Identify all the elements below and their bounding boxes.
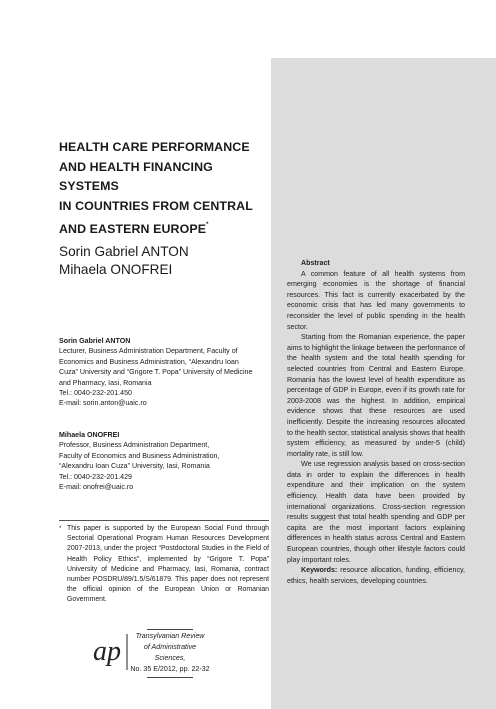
author-affiliation bbox=[59, 430, 274, 492]
abstract-paragraph: Starting from the Romanian experience, the paper aims to highlight the linkage between the performance of the health system and the total health spending for selected countries from Central and Eastern Europe. Romania has the lowest level of health expenditure as percentage of GDP in Europe, even if its growth rate for 2003-2008 was the highest. In addition, empirical evidence shows that these resources are used inefficiently. Despite the increasing resources allocated to the health sector, statistical analysis shows that health system efficiency, as measured by under-5 (child) mortality rate, is still low. bbox=[287, 333, 465, 458]
journal-rule-bottom bbox=[147, 677, 193, 678]
affiliation-line: Lecturer, Business Administration Department, Faculty of bbox=[59, 347, 238, 356]
abstract-heading: Abstract bbox=[301, 259, 330, 267]
journal-citation bbox=[128, 629, 212, 678]
journal-logo bbox=[92, 630, 132, 674]
affiliation-line: Professor, Business Administration Department, bbox=[59, 441, 210, 450]
abstract bbox=[287, 258, 465, 586]
affiliation-line: Economics and Business Administration, “Alexandru Ioan bbox=[59, 357, 239, 366]
title-footnote-mark: * bbox=[206, 222, 209, 228]
affiliation-author-name: Sorin Gabriel ANTON bbox=[59, 337, 131, 345]
affiliation-line: Tel.: 0040-232-201.429 bbox=[59, 472, 132, 481]
affiliation-line: “Alexandru Ioan Cuza” University, Iasi, Romania bbox=[59, 462, 210, 471]
paper-title bbox=[59, 138, 269, 240]
journal-logo-text: ap bbox=[93, 636, 121, 667]
abstract-paragraph: We use regression analysis based on cross-section data in order to explain the differences in health expenditure and their implication on the system efficiency. Health data have been provided by international organizations. Cross-section regression results suggest that total health spending and GDP per capita are the most important factors explaining differences in health status across Central and Eastern European countries, though other lifestyle factors could play important roles. bbox=[287, 460, 465, 564]
author-name: Mihaela ONOFREI bbox=[59, 261, 173, 277]
journal-name-cont: of Administrative Sciences, bbox=[143, 643, 197, 662]
author-affiliation bbox=[59, 336, 274, 409]
title-line-3: IN COUNTRIES FROM CENTRAL bbox=[59, 198, 253, 213]
title-line-1: HEALTH CARE PERFORMANCE bbox=[59, 140, 250, 154]
keywords bbox=[287, 565, 465, 586]
affiliation-line: Faculty of Economics and Business Administration, bbox=[59, 451, 220, 460]
affiliation-email: E-mail: sorin.anton@uaic.ro bbox=[59, 399, 147, 408]
footnote-mark: * bbox=[59, 526, 62, 532]
footnote-text: This paper is supported by the European Social Fund through Sectorial Operational Program Human Resources Development 2007-2013, under the project “Postdoctoral Studies in the Field of Health Policy Ethics”, implemented by “Grigore T. Popa” University of Medicine and Pharmacy, Iasi, Romania, contract number POSDRU/89/1.5/S/61879. This paper does not represent the official opinion of the European Union or Romanian Government. bbox=[67, 525, 269, 604]
funding-footnote bbox=[59, 520, 269, 606]
affiliation-line: and Pharmacy, Iasi, Romania bbox=[59, 378, 152, 387]
affiliation-line: Cuza” University and “Grigore T. Popa” University of Medicine bbox=[59, 368, 253, 377]
author-name: Sorin Gabriel ANTON bbox=[59, 244, 189, 259]
keywords-label: Keywords: bbox=[301, 566, 338, 575]
keywords-text: resource allocation, funding, efficiency, ethics, health services, developing countries. bbox=[287, 566, 465, 585]
abstract-paragraph: A common feature of all health systems from emerging economies is the shortage of financial resources. This fact is currently exacerbated by the economic crisis that has led many governments to reconsider the level of public spending in the health sector. bbox=[287, 269, 465, 331]
title-line-2: AND HEALTH FINANCING SYSTEMS bbox=[59, 159, 213, 193]
affiliation-email: E-mail: onofrei@uaic.ro bbox=[59, 483, 134, 492]
author-list bbox=[59, 243, 189, 278]
title-line-4: AND EASTERN EUROPE bbox=[59, 222, 207, 236]
journal-rule-top bbox=[147, 629, 193, 630]
affiliation-line: Tel.: 0040-232-201.450 bbox=[59, 389, 132, 398]
journal-name: Transylvanian Review bbox=[135, 632, 205, 640]
affiliation-author-name: Mihaela ONOFREI bbox=[59, 431, 120, 439]
journal-issue: No. 35 E/2012, pp. 22-32 bbox=[130, 665, 210, 673]
